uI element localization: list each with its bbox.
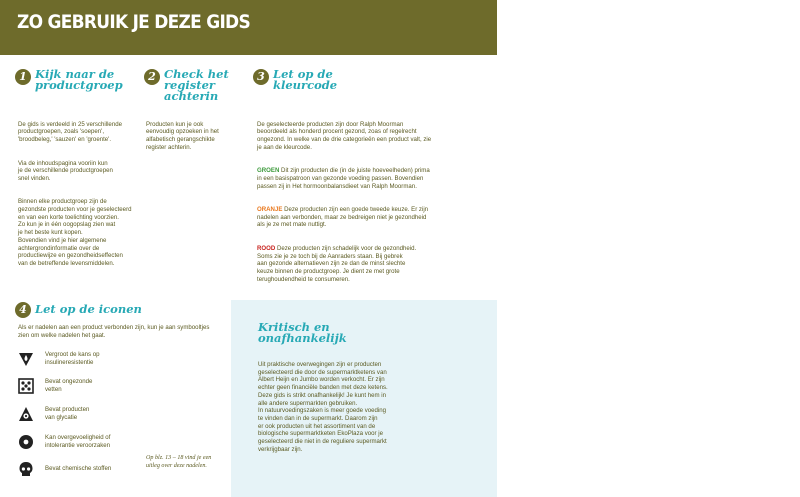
paragraph: De gids is verdeeld in 25 verschillende productgroepen, zoals 'soepen', 'broodbeleg,' 'sauzen' en 'groente'. bbox=[18, 120, 122, 144]
section-heading-kleurcode: Let op de kleurcode bbox=[273, 67, 338, 92]
section-heading-register: Check het register achterin bbox=[164, 67, 229, 103]
code-label-groen: GROEN bbox=[257, 167, 280, 175]
paragraph: Binnen elke productgroep zijn de gezondste producten voor je geselecteerd en van een korte toelichting voorzien. Zo kun je in één oogopslag zien wat je het beste kunt kopen. Bovendien vind je hier algemene achtergrondinformatie over de productiewijze en gezondheidseffecten van de betreffende levensmiddelen. bbox=[18, 198, 132, 267]
step-number-1: 1 bbox=[15, 69, 31, 85]
intolerance-circle-icon bbox=[18, 434, 34, 450]
code-text-oranje: Deze producten zijn een goede tweede keuze. Er zijn nadelen aan verbonden, maar ze bedreigen niet je gezondheid als je ze met mate nuttigt. bbox=[257, 206, 429, 229]
section-body-kleurcode bbox=[257, 113, 482, 299]
icon-label: Bevat producten van glycatie bbox=[45, 406, 90, 421]
icon-label: Bevat chemische stoffen bbox=[45, 465, 112, 472]
color-code-oranje bbox=[257, 206, 482, 229]
panel-body: Uit praktische overwegingen zijn er producten geselecteerd die door de supermarktketens van Albert Heijn en Jumbo worden verkocht. Er zijn echter geen financiële banden met deze ketens. Deze gids is strikt onafhankelijk! Je kunt hem in alle andere supermarkten gebruiken. In natuurvoedingszaken is meer goede voeding te vinden dan in de supermarkt. Daarom zijn er ook producten uit het assortiment van de biologische supermarktketen EkoPlaza voor je geselecteerd die niet in de reguliere supermarkt verkrijgbaar zijn. bbox=[258, 361, 388, 453]
step-number-3: 3 bbox=[253, 69, 269, 85]
fat-grid-icon bbox=[18, 378, 34, 394]
section-heading-productgroep: Kijk naar de productgroep bbox=[35, 67, 123, 92]
section-heading-iconen: Let op de iconen bbox=[35, 302, 142, 316]
section-body-productgroep bbox=[18, 113, 143, 283]
page-title: ZO GEBRUIK JE DEZE GIDS bbox=[17, 12, 250, 33]
panel-heading: Kritisch en onafhankelijk bbox=[258, 320, 347, 345]
color-code-groen bbox=[257, 167, 482, 190]
step-number-2: 2 bbox=[144, 69, 160, 85]
icon-note: Op blz. 13 – 18 vind je een uitleg over deze nadelen. bbox=[146, 455, 212, 469]
paragraph: Producten kun je ook eenvoudig opzoeken in het alfabetisch gerangschikte register achterin. bbox=[146, 120, 219, 151]
info-panel bbox=[231, 300, 497, 497]
code-text-rood: Deze producten zijn schadelijk voor de gezondheid. Soms zie je ze toch bij de Aanraders staan. Bij gebrek aan gezonde alternatieven zijn ze dan de minst slechte keuze binnen de productgroep. Je dient ze met grote terughoudendheid te consumeren. bbox=[257, 244, 417, 283]
icon-label: Bevat ongezonde vetten bbox=[45, 378, 93, 393]
blood-drop-insulin-icon bbox=[18, 351, 34, 367]
code-label-oranje: ORANJE bbox=[257, 206, 283, 214]
paragraph: De geselecteerde producten zijn door Ralph Moorman beoordeeld als honderd procent gezond, zoas of regelrecht ongezond. In welke van de drie categorieën een product valt, zie je aan de kleurcode. bbox=[257, 120, 432, 151]
icon-label: Kan overgevoeligheid of intolerantie veroorzaken bbox=[45, 434, 111, 449]
section-body-register bbox=[146, 113, 236, 167]
glycation-triangle-icon bbox=[18, 406, 34, 422]
icon-label: Vergroot de kans op insulineresistentie bbox=[45, 351, 100, 366]
code-text-groen: Dit zijn producten die (in de juiste hoeveelheden) prima in een basispatroon van gezonde voeding passen. Bovendien passen zij in Het hormoonbalansdieet van Ralph Moorman. bbox=[257, 167, 430, 190]
paragraph: Via de inhoudspagina vooriin kun je de verschillende productgroepen snel vinden. bbox=[18, 159, 113, 182]
header-banner bbox=[0, 0, 497, 55]
section-body-iconen: Als er nadelen aan een product verbonden zijn, kun je aan symbooltjes zien om welke nadelen het gaat. bbox=[18, 324, 210, 339]
chemical-skull-icon bbox=[18, 461, 34, 477]
step-number-4: 4 bbox=[15, 302, 31, 318]
color-code-rood bbox=[257, 245, 482, 284]
code-label-rood: ROOD bbox=[257, 244, 276, 252]
